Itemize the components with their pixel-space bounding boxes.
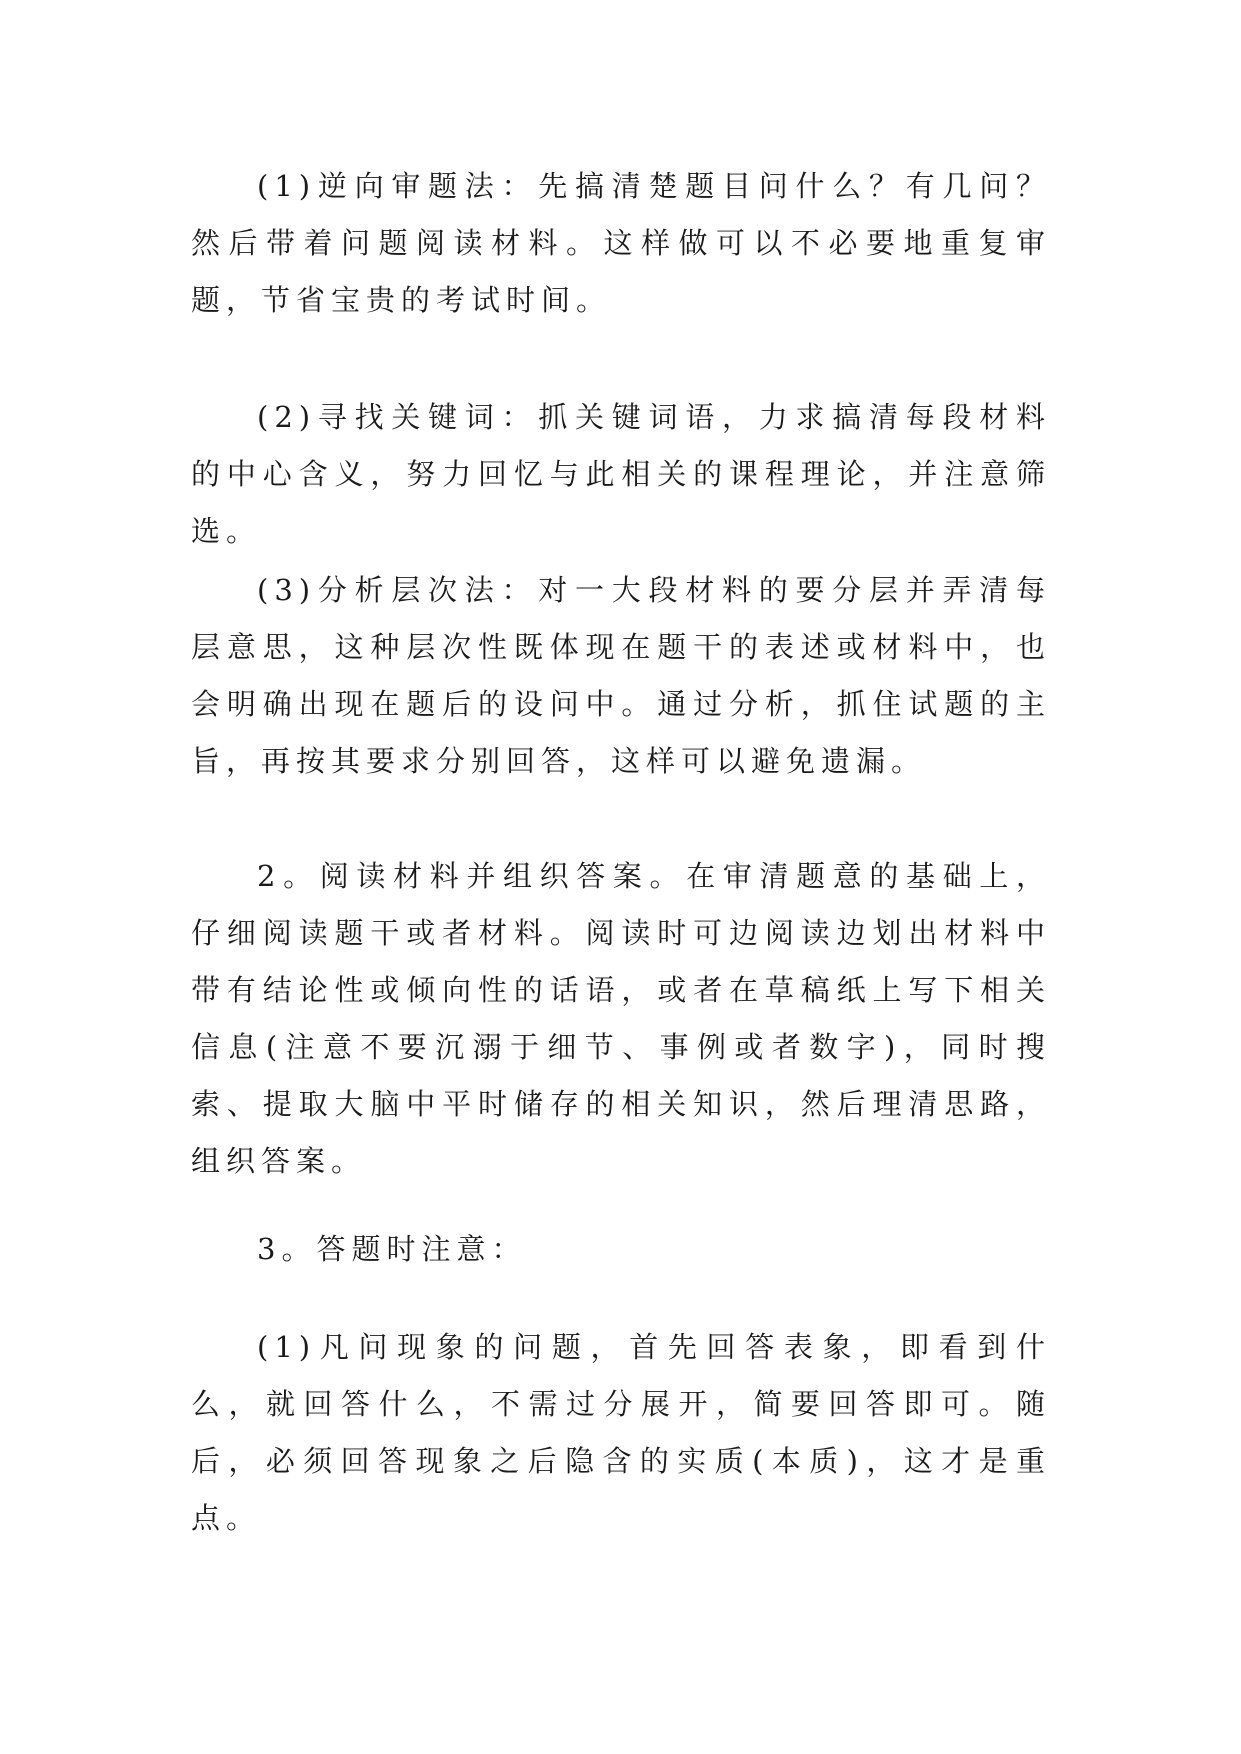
- paragraph-read-and-organize: 2。阅读材料并组织答案。在审清题意的基础上，仔细阅读题干或者材料。阅读时可边阅读边划出材料中带有结论性或倾向性的话语，或者在草稿纸上写下相关信息(注意不要沉溺于细节、事例或者数字)，同时搜索、提取大脑中平时储存的相关知识，然后理清思路，组织答案。: [191, 859, 1051, 1178]
- paragraph-find-keywords: (2)寻找关键词：抓关键词语，力求搞清每段材料的中心含义，努力回忆与此相关的课程理论，并注意筛选。: [191, 400, 1051, 548]
- paragraph-reverse-review-method: (1)逆向审题法：先搞清楚题目问什么？有几问？然后带着问题阅读材料。这样做可以不必要地重复审题，节省宝贵的考试时间。: [191, 169, 1051, 317]
- paragraph-answering-notes-heading: 3。答题时注意：: [257, 1232, 527, 1266]
- paragraph-phenomenon-questions: (1)凡问现象的问题，首先回答表象，即看到什么，就回答什么，不需过分展开，简要回答即可。随后，必须回答现象之后隐含的实质(本质)，这才是重点。: [191, 1330, 1051, 1535]
- paragraph-layer-analysis: (3)分析层次法：对一大段材料的要分层并弄清每层意思，这种层次性既体现在题干的表述或材料中，也会明确出现在题后的设问中。通过分析，抓住试题的主旨，再按其要求分别回答，这样可以避免遗漏。: [191, 573, 1051, 778]
